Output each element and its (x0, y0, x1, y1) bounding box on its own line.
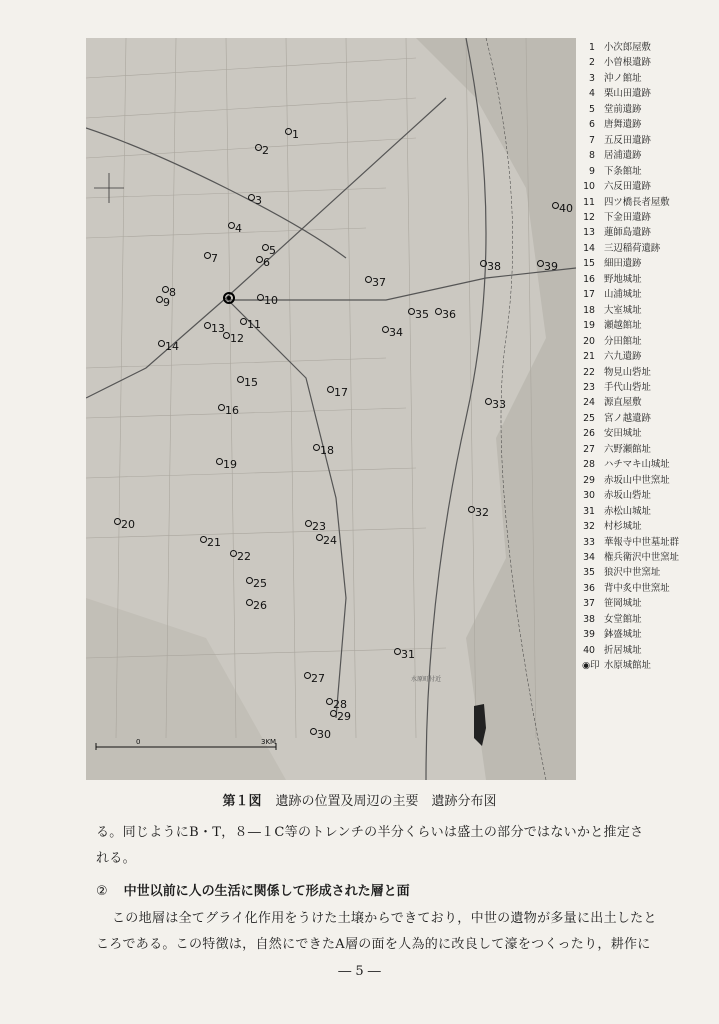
legend-number: 1 (589, 42, 595, 53)
legend-number: 33 (583, 536, 595, 548)
site-label-36: 36 (442, 308, 456, 321)
legend-row (582, 40, 718, 55)
site-marker-31 (394, 648, 401, 655)
site-marker-27 (304, 672, 311, 679)
site-label-32: 32 (475, 506, 489, 519)
legend-row (582, 380, 718, 395)
legend-row (582, 365, 718, 380)
site-marker-37 (365, 276, 372, 283)
legend-number: 24 (583, 397, 595, 409)
legend-number: 27 (583, 443, 595, 455)
site-marker-20 (114, 518, 121, 525)
site-marker-28 (326, 698, 333, 705)
legend-site-name: 安田城址 (604, 428, 642, 440)
site-marker-11 (240, 318, 247, 325)
legend-number: 32 (583, 521, 595, 533)
site-marker-39 (537, 260, 544, 267)
legend-site-name: 堂前遺跡 (604, 103, 642, 115)
legend-row (582, 303, 718, 318)
legend-number: 7 (589, 134, 595, 146)
site-label-7: 7 (211, 252, 218, 265)
site-label-21: 21 (207, 536, 221, 549)
site-label-23: 23 (312, 520, 326, 533)
legend-number: 31 (583, 505, 595, 517)
paragraph-1-line-1: る。同じようにB・T，８―１C等のトレンチの半分くらいは盛土の部分ではないかと推定さ (96, 825, 644, 840)
legend-site-name: 細田遺跡 (604, 258, 642, 270)
site-label-39: 39 (544, 260, 558, 273)
legend-site-name: 居浦遺跡 (604, 150, 642, 162)
legend-row (582, 612, 718, 627)
legend-row (582, 442, 718, 457)
site-label-27: 27 (311, 672, 325, 685)
legend-site-name: 源直屋敷 (604, 397, 642, 409)
site-marker-38 (480, 260, 487, 267)
legend-site-name: 栗山田遺跡 (604, 88, 651, 100)
legend-row (582, 334, 718, 349)
site-marker-1 (285, 128, 292, 135)
legend-row (582, 473, 718, 488)
legend-number: 22 (583, 366, 595, 378)
legend-site-name: 赤松山城址 (604, 505, 651, 517)
site-marker-35 (408, 308, 415, 315)
legend-site-name: 笹岡城址 (604, 598, 642, 610)
site-marker-5 (262, 244, 269, 251)
site-marker-24 (316, 534, 323, 541)
legend-number: 12 (583, 211, 595, 223)
figure-number: 第１図 (222, 794, 262, 809)
site-marker-14 (158, 340, 165, 347)
legend-row (582, 395, 718, 410)
site-label-3: 3 (255, 194, 262, 207)
legend-number: 26 (583, 428, 595, 440)
site-label-37: 37 (372, 276, 386, 289)
site-label-25: 25 (253, 577, 267, 590)
site-label-26: 26 (253, 599, 267, 612)
legend-site-name: 水原城館址 (604, 660, 651, 672)
site-marker-13 (204, 322, 211, 329)
site-label-30: 30 (317, 728, 331, 741)
legend-number: 15 (583, 258, 595, 270)
legend-row (582, 349, 718, 364)
site-label-4: 4 (235, 222, 242, 235)
site-label-15: 15 (244, 376, 258, 389)
legend-row (582, 55, 718, 70)
scale-end-label: 3KM (261, 738, 277, 746)
site-marker-17 (327, 386, 334, 393)
section-heading (96, 880, 410, 899)
legend-row (582, 550, 718, 565)
site-label-6: 6 (263, 256, 270, 269)
scale-start-label: 0 (136, 738, 141, 746)
legend-number: 14 (583, 242, 595, 254)
site-marker-4 (228, 222, 235, 229)
site-marker-16 (218, 404, 225, 411)
site-legend (582, 40, 718, 674)
legend-row (582, 225, 718, 240)
site-marker-40 (552, 202, 559, 209)
legend-site-name: 五反田遺跡 (604, 134, 651, 146)
legend-number: 38 (583, 613, 595, 625)
legend-site-name: 蓮師島遺跡 (604, 227, 651, 239)
legend-row (582, 488, 718, 503)
legend-number: 18 (583, 304, 595, 316)
site-marker-33 (485, 398, 492, 405)
legend-site-name: 赤坂山中世窯址 (604, 474, 670, 486)
site-label-13: 13 (211, 322, 225, 335)
site-label-11: 11 (247, 318, 261, 331)
site-label-12: 12 (230, 332, 244, 345)
legend-row (582, 117, 718, 132)
legend-row (582, 643, 718, 658)
site-marker-23 (305, 520, 312, 527)
legend-row (582, 535, 718, 550)
legend-site-name: ハチマキ山城址 (604, 459, 670, 471)
legend-row (582, 71, 718, 86)
legend-site-name: 背中炙中世窯址 (604, 582, 670, 594)
legend-row (582, 133, 718, 148)
legend-row (582, 627, 718, 642)
site-marker-36 (435, 308, 442, 315)
legend-site-name: 権兵衛沢中世窯址 (604, 551, 680, 563)
site-marker-26 (246, 599, 253, 606)
site-label-31: 31 (401, 648, 415, 661)
site-label-9: 9 (163, 296, 170, 309)
figure-title: 遺跡の位置及周辺の主要 遺跡分布図 (275, 794, 497, 809)
legend-site-name: 山浦城址 (604, 289, 642, 301)
site-marker-9 (156, 296, 163, 303)
site-label-38: 38 (487, 260, 501, 273)
legend-row (582, 565, 718, 580)
legend-site-name: 鉢盛城址 (604, 629, 642, 641)
site-marker-7 (204, 252, 211, 259)
legend-number: 37 (583, 598, 595, 610)
legend-number: 19 (583, 320, 595, 332)
legend-site-name: 野地城址 (604, 273, 642, 285)
legend-number: 20 (583, 335, 595, 347)
legend-row (582, 164, 718, 179)
legend-row (582, 241, 718, 256)
legend-row (582, 596, 718, 611)
legend-number: 23 (583, 381, 595, 393)
legend-number: 21 (583, 351, 595, 363)
site-marker-21 (200, 536, 207, 543)
legend-row (582, 272, 718, 287)
site-marker-3 (248, 194, 255, 201)
site-marker-8 (162, 286, 169, 293)
legend-number: 3 (589, 72, 595, 84)
legend-number: 17 (583, 289, 595, 301)
legend-number: 8 (589, 150, 595, 162)
page-number: ― 5 ― (338, 964, 381, 979)
site-marker-34 (382, 326, 389, 333)
legend-site-name: 小次郎屋敷 (604, 42, 651, 53)
site-label-17: 17 (334, 386, 348, 399)
site-label-18: 18 (320, 444, 334, 457)
legend-row (582, 86, 718, 101)
paragraph-2-line-1: この地層は全てグライ化作用をうけた土壌からできており，中世の遺物が多量に出土したと (112, 911, 657, 926)
section-title: 中世以前に人の生活に関係して形成された層と面 (123, 884, 410, 899)
site-label-2: 2 (262, 144, 269, 157)
legend-site-name: 六反田遺跡 (604, 181, 651, 193)
paragraph-1-line-2: れる。 (96, 851, 136, 866)
section-number: ② (96, 884, 108, 899)
legend-site-name: 分田館址 (604, 335, 642, 347)
legend-number: 11 (583, 196, 595, 208)
site-label-22: 22 (237, 550, 251, 563)
site-marker-18 (313, 444, 320, 451)
site-marker-10 (257, 294, 264, 301)
site-label-5: 5 (269, 244, 276, 257)
site-marker-15 (237, 376, 244, 383)
legend-site-name: 華報寺中世墓址群 (604, 536, 680, 548)
legend-row (582, 519, 718, 534)
site-marker-30 (310, 728, 317, 735)
legend-site-name: 下金田遺跡 (604, 211, 651, 223)
legend-row (582, 318, 718, 333)
site-label-20: 20 (121, 518, 135, 531)
legend-number: 9 (589, 165, 595, 177)
legend-site-name: 三辺稲荷遺跡 (604, 242, 661, 254)
site-label-14: 14 (165, 340, 179, 353)
legend-row (582, 179, 718, 194)
legend-site-name: 六野瀬館址 (604, 443, 651, 455)
legend-site-name: 唐舞遺跡 (604, 119, 642, 131)
legend-number: 13 (583, 227, 595, 239)
legend-number: 39 (583, 629, 595, 641)
site-label-24: 24 (323, 534, 337, 547)
legend-row (582, 256, 718, 271)
legend-site-name: 六九遺跡 (604, 351, 642, 363)
legend-number: 29 (583, 474, 595, 486)
site-label-1: 1 (292, 128, 299, 141)
legend-number: 34 (583, 551, 595, 563)
legend-row (582, 658, 718, 673)
legend-site-name: 大室城址 (604, 304, 642, 316)
legend-number: ◉印 (582, 660, 600, 672)
legend-site-name: 狼沢中世窯址 (604, 567, 661, 579)
legend-number: 4 (589, 88, 595, 100)
legend-row (582, 210, 718, 225)
legend-number: 30 (583, 490, 595, 502)
legend-number: 6 (589, 119, 595, 131)
legend-site-name: 村杉城址 (604, 521, 642, 533)
legend-row (582, 102, 718, 117)
site-marker-29 (330, 710, 337, 717)
legend-number: 2 (589, 57, 595, 69)
legend-number: 25 (583, 412, 595, 424)
site-label-19: 19 (223, 458, 237, 471)
legend-number: 10 (583, 181, 595, 193)
legend-number: 40 (583, 644, 595, 656)
legend-site-name: 下条館址 (604, 165, 642, 177)
legend-number: 35 (583, 567, 595, 579)
legend-number: 16 (583, 273, 595, 285)
legend-row (582, 195, 718, 210)
mizuhara-castle-marker (223, 292, 235, 304)
site-label-10: 10 (264, 294, 278, 307)
legend-row (582, 457, 718, 472)
legend-site-name: 四ツ橋長者屋敷 (604, 196, 670, 208)
legend-row (582, 287, 718, 302)
legend-site-name: 手代山砦址 (604, 381, 651, 393)
site-label-16: 16 (225, 404, 239, 417)
legend-number: 28 (583, 459, 595, 471)
legend-site-name: 赤坂山砦址 (604, 490, 651, 502)
site-marker-19 (216, 458, 223, 465)
legend-site-name: 小曽根遺跡 (604, 57, 651, 69)
site-label-34: 34 (389, 326, 403, 339)
place-label: 水原町付近 (411, 676, 442, 683)
legend-row (582, 148, 718, 163)
site-label-35: 35 (415, 308, 429, 321)
site-marker-6 (256, 256, 263, 263)
legend-row (582, 581, 718, 596)
legend-row (582, 426, 718, 441)
legend-number: 5 (589, 103, 595, 115)
site-marker-2 (255, 144, 262, 151)
site-label-40: 40 (559, 202, 573, 215)
site-marker-25 (246, 577, 253, 584)
legend-site-name: 瀬越館址 (604, 320, 642, 332)
site-distribution-map (86, 38, 576, 780)
legend-site-name: 女堂館址 (604, 613, 642, 625)
site-marker-32 (468, 506, 475, 513)
legend-number: 36 (583, 582, 595, 594)
legend-row (582, 411, 718, 426)
legend-site-name: 折居城址 (604, 644, 642, 656)
paragraph-2-line-2: ころである。この特徴は，自然にできたA層の面を人為的に改良して濠をつくったり，耕作に (96, 937, 651, 952)
site-label-29: 29 (337, 710, 351, 723)
legend-site-name: 物見山砦址 (604, 366, 651, 378)
site-label-28: 28 (333, 698, 347, 711)
legend-site-name: 宮ノ越遺跡 (604, 412, 651, 424)
figure-caption (0, 790, 719, 809)
legend-row (582, 504, 718, 519)
site-marker-22 (230, 550, 237, 557)
site-label-33: 33 (492, 398, 506, 411)
legend-site-name: 沖ノ館址 (604, 72, 642, 84)
site-label-8: 8 (169, 286, 176, 299)
